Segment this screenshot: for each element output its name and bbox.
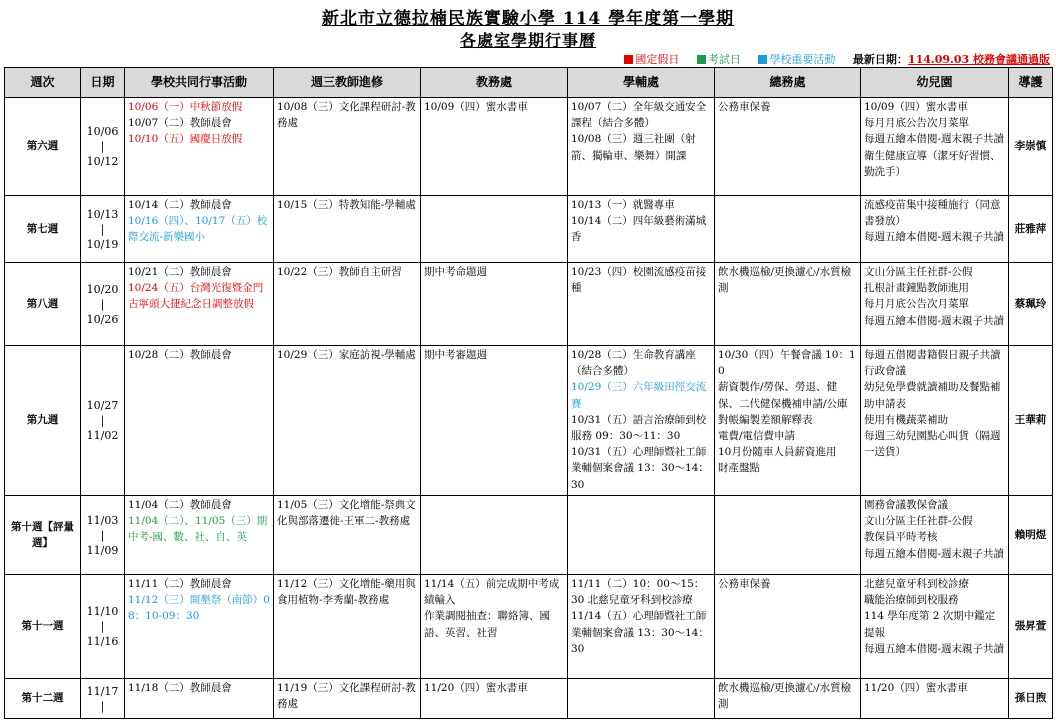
event-text: 使用有機蔬菜補助 [864, 413, 948, 426]
event-text: 10/14（二）教師晨會 [128, 199, 232, 211]
col-header-student: 學輔處 [568, 68, 715, 98]
blue-square-icon [758, 55, 767, 64]
common-cell [125, 496, 274, 575]
event-text: 11/18（二）教師晨會 [128, 682, 232, 694]
date-line: | [100, 528, 105, 542]
event-text: 10/09（四）蜜水書車 [864, 101, 968, 113]
general-cell [715, 679, 861, 719]
event-text: 11/04（二）、11/05（三）期中考-國、數、社、自、英 [128, 515, 268, 544]
kinder-cell [861, 679, 1009, 719]
week-cell [5, 575, 81, 679]
common-cell [125, 98, 274, 196]
student-cell [568, 496, 715, 575]
table-row [5, 263, 1053, 346]
event-text: 電費/電信費申請 [718, 430, 796, 443]
academic-cell [421, 496, 568, 575]
event-text: 10/07（二）教師晨會 [128, 117, 232, 130]
guard-name: 王華莉 [1014, 414, 1047, 427]
event-text: 11/19（三）文化課程研討-教務處 [277, 682, 416, 711]
common-cell [125, 196, 274, 263]
guard-name: 孫日煦 [1014, 692, 1047, 705]
event-text: 11/05（三）文化增能-祭典文化與部落遷徙-王軍二-教務處 [277, 499, 416, 528]
guard-cell [1009, 496, 1053, 575]
event-text: 每週五繪本借閱-週末親子共讀 [864, 133, 1005, 146]
page-subtitle: 各處室學期行事曆 [459, 31, 596, 50]
page-title: 新北市立德拉楠民族實驗小學 114 學年度第一學期 [321, 9, 735, 29]
date-cell [81, 679, 125, 719]
legend-exam: 考試日 [697, 53, 741, 66]
date-line: 10/06 [86, 125, 119, 138]
date-line: | [100, 699, 105, 713]
table-row [5, 346, 1053, 496]
event-text: 衛生健康宣導（潔牙好習慣、勤洗手） [864, 149, 1001, 178]
legend [610, 51, 1050, 67]
event-text: 10/08（三）週三社團（射箭、獨輪車、樂舞）開課 [571, 133, 696, 162]
event-text: 114 學年度第 2 次期中鑑定提報 [864, 610, 996, 639]
wed-cell [274, 575, 421, 679]
guard-cell [1009, 575, 1053, 679]
event-text: 每週五繪本借閱-週末親子共讀 [864, 314, 1005, 327]
event-text: 11/14（五）前完成期中考成績輸入 [424, 578, 560, 607]
event-text: 10/30（四）午餐會議 10：10 [718, 349, 856, 378]
week-label: 第六週 [26, 140, 59, 153]
wed-cell [274, 346, 421, 496]
calendar-table [4, 67, 1053, 719]
header-row [5, 68, 1053, 98]
week-cell [5, 679, 81, 719]
event-text: 11/20（四）蜜水書車 [424, 682, 528, 694]
event-text: 行政會議 [864, 365, 906, 378]
legend-important: 學校重要活動 [758, 53, 835, 66]
guard-cell [1009, 98, 1053, 196]
event-text: 10/14（二）四年級藝術滿城香 [571, 215, 707, 244]
kinder-cell [861, 496, 1009, 575]
legend-holiday: 國定假日 [624, 53, 679, 66]
general-cell [715, 263, 861, 346]
event-text: 職能治療師到校服務 [864, 594, 959, 607]
date-cell [81, 496, 125, 575]
event-text: 10/28（二）教師晨會 [128, 349, 232, 361]
date-line: 10/12 [86, 155, 119, 168]
event-text: 10/09（四）蜜水書車 [424, 101, 528, 113]
kinder-cell [861, 196, 1009, 263]
general-cell [715, 346, 861, 496]
col-header-general: 總務處 [715, 68, 861, 98]
academic-cell [421, 98, 568, 196]
week-cell [5, 196, 81, 263]
col-header-common: 學校共同行事活動 [125, 68, 274, 98]
col-header-wednesday: 週三教師進修 [274, 68, 421, 98]
event-text: 流感疫苗集中接種施行（同意書發放） [864, 199, 1001, 228]
red-square-icon [624, 55, 633, 64]
wed-cell [274, 196, 421, 263]
guard-name: 莊雅萍 [1014, 222, 1047, 235]
event-text: 11/11（二）教師晨會 [128, 578, 232, 590]
guard-cell [1009, 263, 1053, 346]
event-text: 10/06（一）中秋節放假 [128, 101, 243, 113]
event-text: 每週三幼兒園點心叫貨（隔週一送貨） [864, 430, 1001, 459]
date-line: 10/20 [86, 282, 119, 296]
event-text: 10/29（三）六年級田徑交流賽 [571, 381, 707, 410]
event-text: 10/24（五）台灣光復暨金門古寧頭大捷紀念日調整放假 [128, 282, 264, 311]
event-text: 園務會議教保會議 [864, 499, 948, 511]
event-text: 每週五繪本借閱-週末親子共讀 [864, 231, 1005, 244]
date-cell [81, 263, 125, 346]
event-text: 10/08（三）文化課程研討-教務處 [277, 101, 416, 130]
event-text: 每週五借閱書籍假日親子共讀 [864, 349, 1001, 361]
col-header-guard: 導護 [1009, 68, 1053, 98]
event-text: 每週五繪本借閱-週末親子共讀 [864, 547, 1005, 560]
table-row [5, 496, 1053, 575]
event-text: 北慈兒童牙科到校診療 [864, 578, 969, 590]
wed-cell [274, 679, 421, 719]
date-line: | [100, 620, 105, 633]
event-text: 飲水機巡檢/更換濾心/水質檢測 [718, 266, 852, 295]
kinder-cell [861, 346, 1009, 496]
date-cell [81, 575, 125, 679]
table-row [5, 196, 1053, 263]
academic-cell [421, 679, 568, 719]
general-cell [715, 496, 861, 575]
event-text: 11/20（四）蜜水書車 [864, 682, 968, 694]
date-line: | [100, 297, 105, 311]
event-text: 10/31（五）語言治療師到校服務 09：30～11：30 [571, 413, 707, 443]
table-row [5, 575, 1053, 679]
date-line: 11/16 [86, 635, 119, 648]
event-text: 10/15（三）特教知能-學輔處 [277, 199, 416, 211]
event-text: 文山分區主任社群-公假 [864, 515, 973, 528]
week-label: 第八週 [26, 297, 59, 310]
event-text: 10/31（五）心理師暨社工師業輔個案會議 13：30～14：30 [571, 446, 709, 491]
wed-cell [274, 98, 421, 196]
academic-cell [421, 196, 568, 263]
kinder-cell [861, 263, 1009, 346]
event-text: 11/12（三）文化增能-藥用與食用植物-李秀蘭-教務處 [277, 578, 416, 607]
event-text: 10/22（三）教師自主研習 [277, 266, 402, 278]
week-label: 第十週【評量週】 [11, 520, 74, 549]
col-header-academic: 教務處 [421, 68, 568, 98]
guard-name: 賴明煜 [1014, 528, 1047, 541]
student-cell [568, 679, 715, 719]
student-cell [568, 98, 715, 196]
event-text: 期中考命題週 [424, 266, 487, 278]
event-text: 10/23（四）校園流感疫苗接種 [571, 266, 707, 295]
event-text: 每月月底公告次月菜單 [864, 117, 969, 130]
general-cell [715, 575, 861, 679]
guard-name: 張昇萱 [1014, 620, 1047, 633]
date-line: 11/03 [86, 513, 119, 527]
table-row [5, 98, 1053, 196]
week-label: 第九週 [26, 414, 59, 427]
week-cell [5, 263, 81, 346]
event-text: 期中考審題週 [424, 349, 487, 361]
week-label: 第七週 [26, 222, 59, 235]
event-text: 每週五繪本借閱-週末親子共讀 [864, 642, 1005, 655]
general-cell [715, 196, 861, 263]
event-text: 薪資製作/勞保、勞退、健保、二代健保機補申請/公庫對帳編製差額解釋表 [718, 381, 848, 426]
date-line: 10/26 [86, 312, 119, 326]
event-text: 財產盤點 [718, 462, 760, 475]
student-cell [568, 575, 715, 679]
event-text: 10/10（五）國慶日放假 [128, 133, 243, 146]
date-line: 10/27 [86, 399, 119, 412]
student-cell [568, 346, 715, 496]
wed-cell [274, 263, 421, 346]
week-label: 第十二週 [21, 692, 64, 705]
date-line: 11/10 [86, 605, 119, 618]
week-cell [5, 346, 81, 496]
event-text: 每月月底公告次月菜單 [864, 298, 969, 311]
date-line: 10/13 [86, 207, 119, 221]
event-text: 10/16（四）、10/17（五）校際交流-新樂國小 [128, 215, 268, 244]
date-line: | [100, 414, 105, 427]
date-line: 10/19 [86, 237, 119, 251]
kinder-cell [861, 98, 1009, 196]
week-cell [5, 496, 81, 575]
event-text: 飲水機巡檢/更換濾心/水質檢測 [718, 682, 852, 711]
event-text: 作業調閱抽查：聯絡簿、國語、英習、社習 [424, 610, 550, 639]
academic-cell [421, 263, 568, 346]
event-text: 文山分區主任社群-公假 [864, 266, 973, 278]
common-cell [125, 346, 274, 496]
student-cell [568, 263, 715, 346]
event-text: 公務車保養 [718, 578, 771, 590]
event-text: 11/04（二）教師晨會 [128, 499, 232, 511]
date-line: | [100, 140, 105, 153]
event-text: 10/29（三）家庭訪視-學輔處 [277, 349, 416, 361]
table-row [5, 679, 1053, 719]
event-text: 11/12（三）開墾祭（南節）08：10-09：30 [128, 594, 270, 623]
wed-cell [274, 496, 421, 575]
date-line: 11/17 [86, 684, 119, 698]
green-square-icon [697, 55, 706, 64]
date-cell [81, 346, 125, 496]
event-text: 公務車保養 [718, 101, 771, 113]
date-line: | [100, 222, 105, 236]
event-text: 幼兒免學費就讀補助及餐點補助申請表 [864, 381, 1001, 410]
week-cell [5, 98, 81, 196]
guard-cell [1009, 196, 1053, 263]
date-cell [81, 98, 125, 196]
event-text: 10月份隨車人員薪資進用 [718, 446, 837, 459]
student-cell [568, 196, 715, 263]
common-cell [125, 679, 274, 719]
common-cell [125, 263, 274, 346]
date-cell [81, 196, 125, 263]
event-text: 11/11（二）10：00～15：30 北慈兒童牙科到校診療 [571, 578, 705, 607]
kinder-cell [861, 575, 1009, 679]
event-text: 教保員平時考核 [864, 531, 938, 544]
guard-name: 蔡珮玲 [1014, 297, 1047, 310]
event-text: 11/14（五）心理師暨社工師業輔個案會議 13：30～14：30 [571, 610, 709, 655]
guard-cell [1009, 346, 1053, 496]
col-header-date: 日期 [81, 68, 125, 98]
academic-cell [421, 346, 568, 496]
col-header-kinder: 幼兒園 [861, 68, 1009, 98]
event-text: 10/13（一）就醫專車 [571, 199, 675, 211]
updated-date: 最新日期：114.09.03 校務會議通過版 [852, 53, 1050, 66]
event-text: 10/28（二）生命教育講座（結合多體） [571, 349, 696, 378]
date-line: 11/09 [86, 543, 119, 557]
general-cell [715, 98, 861, 196]
academic-cell [421, 575, 568, 679]
common-cell [125, 575, 274, 679]
date-line: 11/02 [86, 429, 119, 442]
event-text: 扎根計畫鐘點教師進用 [864, 282, 969, 295]
guard-name: 李崇慎 [1014, 140, 1047, 153]
col-header-week: 週次 [5, 68, 81, 98]
week-label: 第十一週 [21, 620, 64, 633]
event-text: 10/21（二）教師晨會 [128, 266, 232, 278]
event-text: 10/07（二）全年級交通安全課程（結合多體） [571, 101, 707, 130]
guard-cell [1009, 679, 1053, 719]
